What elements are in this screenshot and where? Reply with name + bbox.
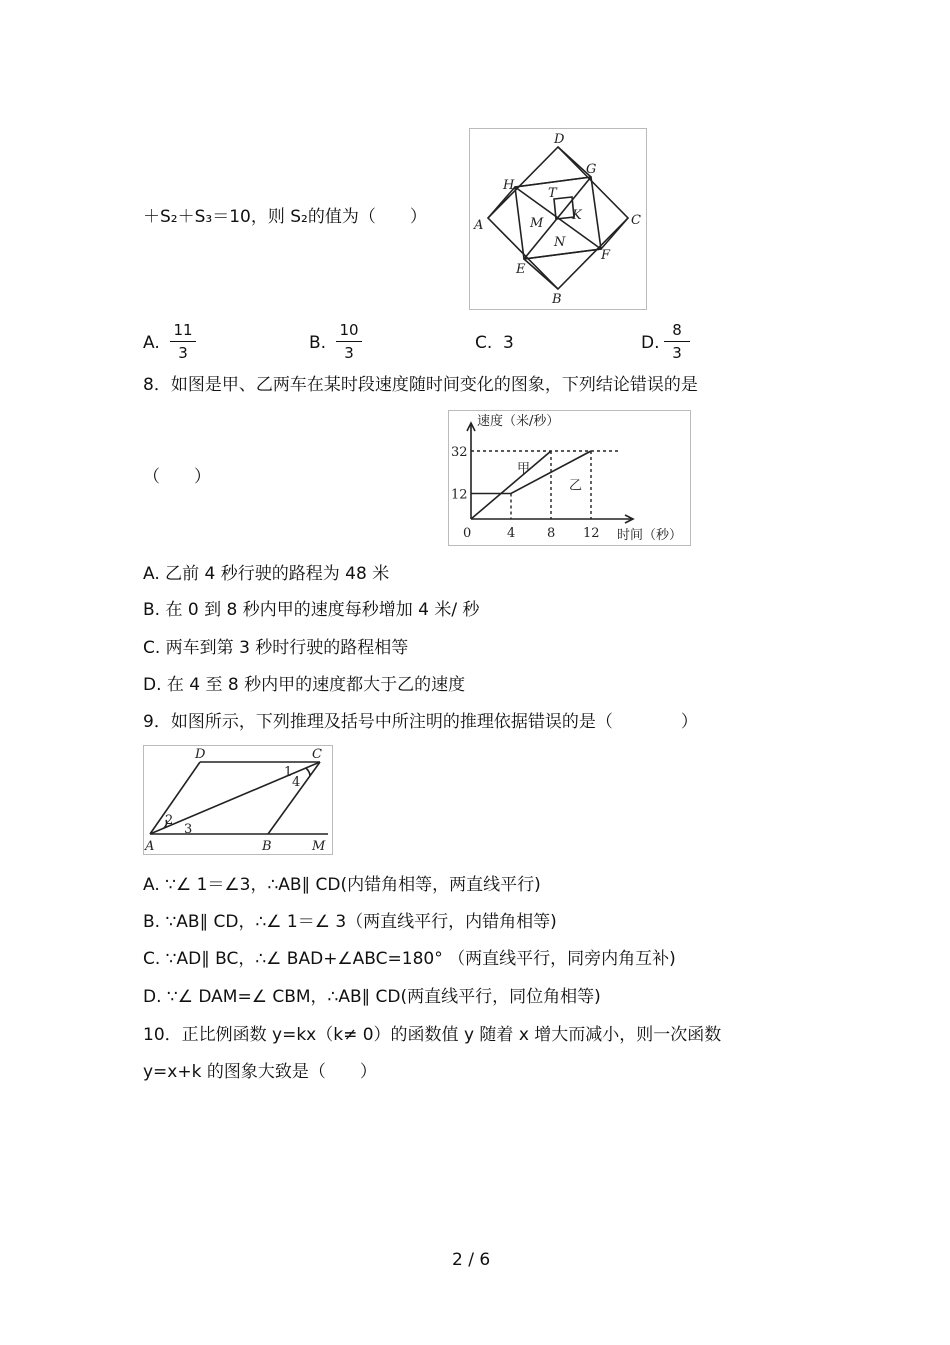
q7-label-T: T — [548, 186, 557, 201]
fraction-bar — [664, 341, 690, 342]
q8-series-label-jia: 甲 — [517, 461, 531, 477]
fraction-bar — [170, 341, 196, 342]
q9-label-B: B — [262, 839, 272, 854]
q9-option-c: C. ∵AD∥ BC，∴∠ BAD+∠ABC=180° （两直线平行，同旁内角互补) — [143, 949, 676, 969]
q7-label-D: D — [554, 132, 565, 147]
q7-stem-tail: ＋S₂＋S₃＝10，则 S₂的值为（ ） — [143, 207, 427, 227]
q7-option-b-fraction — [336, 321, 362, 362]
q8-option-c: C. 两车到第 3 秒时行驶的路程相等 — [143, 638, 409, 658]
q8-series-jia-line — [471, 451, 551, 519]
q8-stem: 8．如图是甲、乙两车在某时段速度随时间变化的图象，下列结论错误的是 — [143, 375, 698, 395]
q7-label-A: A — [474, 218, 484, 233]
q7-label-K: K — [572, 208, 582, 223]
q10-stem-line1: 10．正比例函数 y=kx（k≠ 0）的函数值 y 随着 x 增大而减小，则一次函数 — [143, 1025, 722, 1045]
fraction-bar — [336, 341, 362, 342]
q9-figure — [143, 745, 333, 855]
q9-label-2: 2 — [165, 813, 174, 828]
numerator: 11 — [173, 321, 193, 339]
q7-option-a-fraction — [170, 321, 196, 362]
denominator: 3 — [344, 344, 354, 362]
q7-label-B: B — [552, 292, 562, 307]
q8-option-d: D. 在 4 至 8 秒内甲的速度都大于乙的速度 — [143, 675, 466, 695]
q8-option-b: B. 在 0 到 8 秒内甲的速度每秒增加 4 米/ 秒 — [143, 600, 480, 620]
q9-label-4: 4 — [292, 775, 301, 790]
page-number: 2 / 6 — [452, 1250, 491, 1270]
numerator: 10 — [339, 321, 359, 339]
q9-option-a: A. ∵∠ 1＝∠3，∴AB∥ CD(内错角相等，两直线平行) — [143, 875, 541, 895]
q8-x-tick-0: 0 — [463, 526, 472, 541]
q9-label-1: 1 — [284, 765, 293, 780]
denominator: 3 — [672, 344, 682, 362]
q9-label-3: 3 — [184, 822, 193, 837]
numerator: 8 — [672, 321, 682, 339]
q9-label-M: M — [312, 839, 326, 854]
q7-option-d-letter: D. — [641, 333, 660, 353]
q7-label-H: H — [503, 178, 515, 193]
q7-option-a-letter: A. — [143, 333, 160, 353]
q9-label-C: C — [312, 747, 322, 762]
q9-label-D: D — [195, 747, 206, 762]
q8-bracket: （ ） — [143, 467, 211, 487]
q7-option-b-letter: B. — [309, 333, 327, 353]
q9-option-d: D. ∵∠ DAM=∠ CBM，∴AB∥ CD(两直线平行，同位角相等) — [143, 987, 601, 1007]
q7-figure — [469, 128, 647, 310]
q10-stem-line2: y=x+k 的图象大致是（ ） — [143, 1062, 377, 1082]
q8-x-axis-label: 时间（秒） — [617, 528, 683, 543]
q8-chart — [448, 410, 691, 546]
q8-y-tick-12: 12 — [451, 487, 468, 503]
q8-y-axis-label: 速度（米/秒） — [477, 414, 560, 429]
q8-option-a: A. 乙前 4 秒行驶的路程为 48 米 — [143, 564, 390, 584]
q9-option-b: B. ∵AB∥ CD，∴∠ 1＝∠ 3（两直线平行，内错角相等) — [143, 912, 557, 932]
q8-y-tick-32: 32 — [451, 445, 468, 460]
q7-option-d-fraction — [664, 321, 690, 362]
q7-option-c-value: 3 — [503, 333, 514, 353]
q8-x-tick-8: 8 — [547, 526, 556, 541]
q7-option-c-letter: C. — [475, 333, 493, 353]
q7-label-G: G — [586, 162, 597, 177]
q8-series-label-yi: 乙 — [569, 478, 583, 494]
q8-x-tick-4: 4 — [507, 526, 516, 541]
q9-stem: 9．如图所示，下列推理及括号中所注明的推理依据错误的是（ ） — [143, 712, 698, 732]
q7-label-N: N — [554, 235, 566, 250]
q9-label-A: A — [145, 839, 155, 854]
q7-label-C: C — [631, 213, 641, 228]
q7-label-F: F — [601, 248, 611, 263]
q7-label-E: E — [516, 262, 526, 277]
q8-x-tick-12: 12 — [583, 526, 600, 541]
q7-label-M: M — [530, 216, 544, 231]
denominator: 3 — [178, 344, 188, 362]
